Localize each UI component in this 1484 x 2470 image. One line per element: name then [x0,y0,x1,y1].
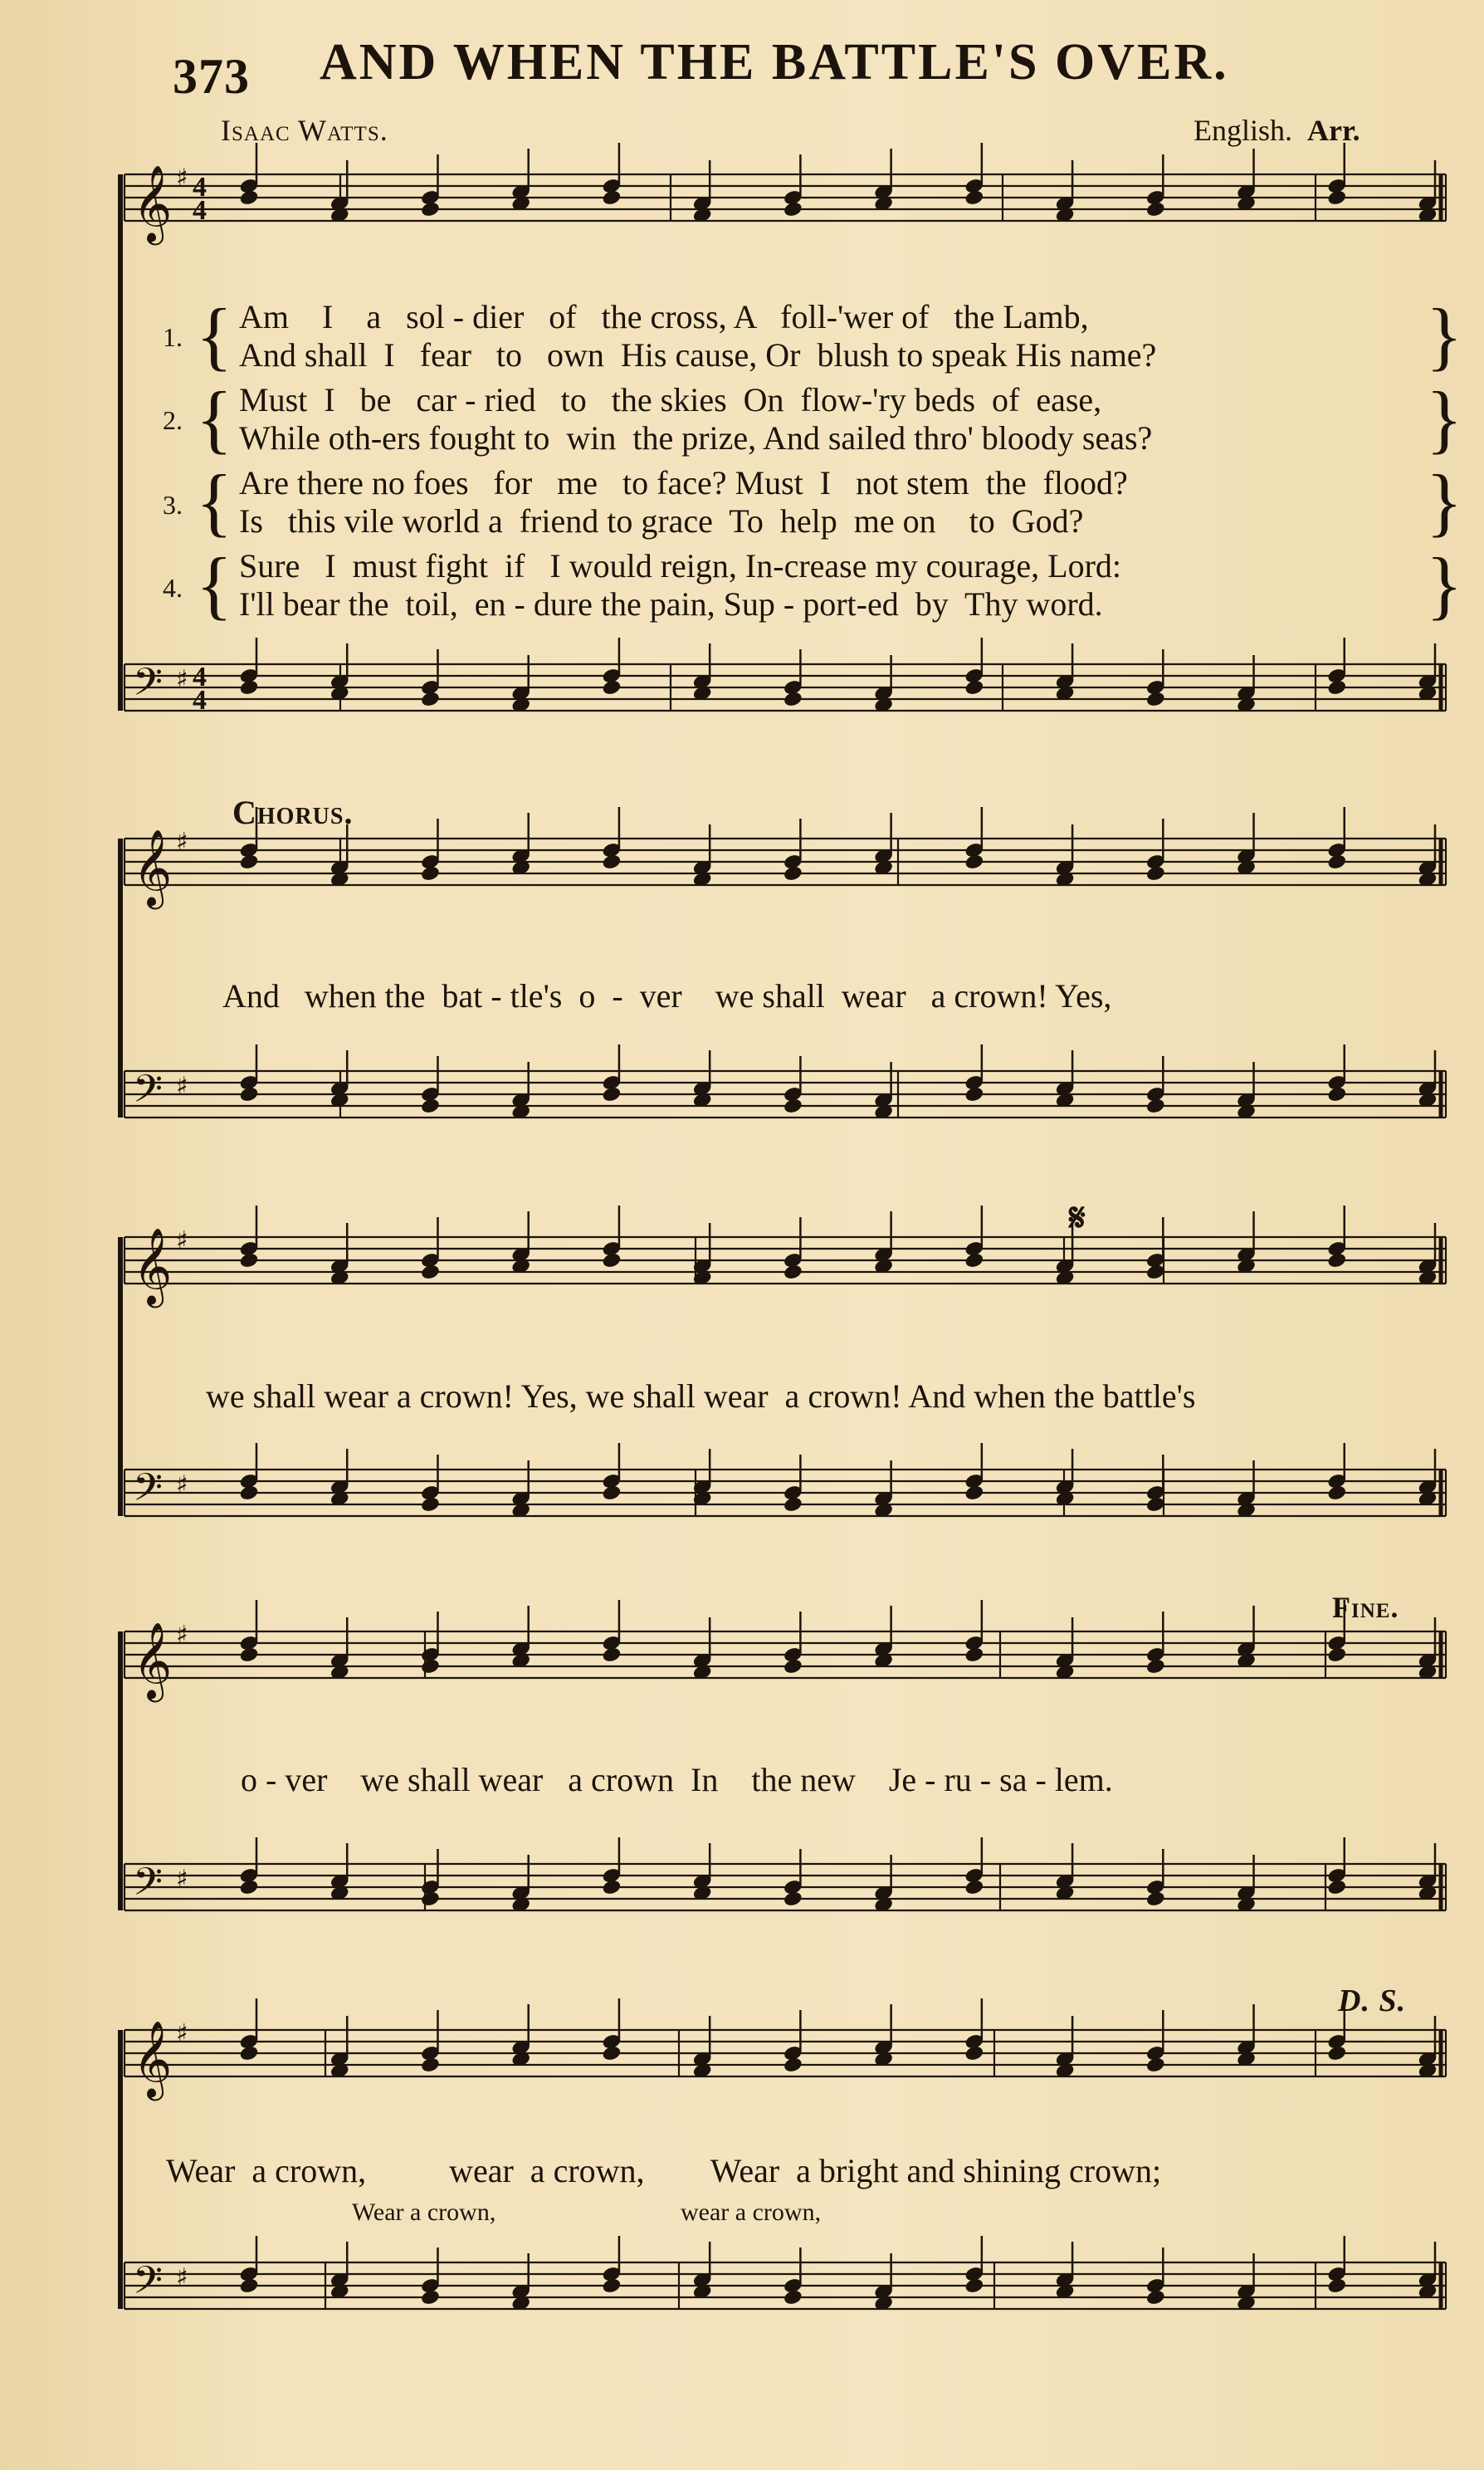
notehead [964,2045,984,2062]
notehead [1146,2289,1166,2306]
treble-clef-icon: 𝄞 [133,164,173,242]
sharp-icon: ♯ [176,2263,188,2292]
notehead [421,1098,441,1114]
notehead [602,2045,622,2062]
bass-clef-icon: 𝄢 [133,660,164,714]
notehead [602,1252,622,1269]
notehead [239,2277,259,2294]
notehead [1146,1496,1166,1513]
chorus-line-2: we shall wear a crown! Yes, we shall wear a crown! And when the battle's [206,1377,1196,1415]
verse-1-line-1: Am I a sol - dier of the cross, A foll-'wer of the Lamb, [239,298,1089,335]
notehead [964,189,984,206]
verse-3-line-1: Are there no foes for me to face? Must I not stem the flood? [239,464,1128,501]
notehead [964,679,984,696]
verse-2-line-1: Must I be car - ried to the skies On flow-'ry beds of ease, [239,381,1102,418]
chorus-line-3: o - ver we shall wear a crown In the new Je - ru - sa - lem. [241,1761,1113,1798]
notehead [1327,2277,1347,2294]
notehead [421,2289,441,2306]
bass-clef-icon: 𝄢 [133,1067,164,1121]
bass-clef-icon: 𝄢 [133,1465,164,1519]
sharp-icon: ♯ [176,2019,188,2048]
ds-label: D. S. [1338,1983,1407,2018]
notehead [1327,853,1347,870]
sharp-icon: ♯ [176,665,188,694]
notehead [1146,201,1166,218]
sharp-icon: ♯ [176,1226,188,1255]
notehead [421,865,441,882]
arrangement-label: Arr. [1307,114,1360,147]
notehead [1327,1646,1347,1663]
notehead [1146,1658,1166,1675]
notehead [421,691,441,707]
arrangement-source: English. [1194,114,1293,147]
time-signature: 4 [193,685,207,716]
notehead [239,189,259,206]
verse-number: 4. [163,573,183,603]
segno-sign: 𝄋 [1069,1196,1086,1239]
notehead [1146,865,1166,882]
hymn-number: 373 [173,49,250,104]
notehead [783,865,803,882]
bass-echo-2: wear a crown, [681,2199,822,2226]
notehead [421,1890,441,1907]
notehead [1327,1252,1347,1269]
verse-1-line-2: And shall I fear to own His cause, Or blush to speak His name? [239,336,1157,374]
notehead [1327,679,1347,696]
verse-brace-left: { [196,459,233,544]
notehead [964,1086,984,1103]
verse-brace-right: } [1426,293,1463,378]
verse-number: 3. [163,490,183,520]
time-signature: 4 [193,662,207,692]
notehead [1146,1098,1166,1114]
notehead [1327,1484,1347,1501]
fine-label: Fine. [1332,1591,1399,1624]
verse-2-line-2: While oth-ers fought to win the prize, And sailed thro' bloody seas? [239,419,1153,457]
notehead [964,1879,984,1895]
notehead [239,679,259,696]
verse-4-line-1: Sure I must fight if I would reign, In-crease my courage, Lord: [239,547,1122,584]
notehead [239,1879,259,1895]
time-signature: 4 [193,172,207,203]
sharp-icon: ♯ [176,1621,188,1650]
notehead [421,2057,441,2073]
notehead [783,1658,803,1675]
notehead [1146,2057,1166,2073]
notehead [239,853,259,870]
treble-clef-icon: 𝄞 [133,1621,173,1699]
verse-3-line-2: Is this vile world a friend to grace To help me on to God? [239,502,1084,540]
verse-number: 2. [163,405,183,435]
notehead [783,1890,803,1907]
notehead [602,1086,622,1103]
sharp-icon: ♯ [176,1072,188,1101]
notehead [1146,691,1166,707]
notehead [421,1264,441,1280]
notehead [602,1484,622,1501]
chorus-line-4: Wear a crown, wear a crown, Wear a bright and shining crown; [166,2152,1162,2189]
time-signature: 4 [193,195,207,226]
notehead [783,2289,803,2306]
notehead [602,189,622,206]
verse-number: 1. [163,322,183,352]
chorus-line-1: And when the bat - tle's o - ver we shall wear a crown! Yes, [222,977,1112,1015]
notehead [421,1658,441,1675]
notehead [783,201,803,218]
notehead [964,853,984,870]
verse-brace-left: { [196,542,233,627]
author-credit: Isaac Watts. [221,114,388,147]
hymn-title: AND WHEN THE BATTLE'S OVER. [320,34,1229,90]
bass-echo-1: Wear a crown, [352,2199,496,2226]
sharp-icon: ♯ [176,828,188,857]
sharp-icon: ♯ [176,164,188,193]
notehead [602,1646,622,1663]
notehead [239,1484,259,1501]
notehead [783,2057,803,2073]
notehead [239,1252,259,1269]
notehead [1327,2045,1347,2062]
notehead [964,2277,984,2294]
verse-brace-left: { [196,293,233,378]
notehead [783,1264,803,1280]
treble-clef-icon: 𝄞 [133,1227,173,1304]
sharp-icon: ♯ [176,1470,188,1499]
notehead [602,853,622,870]
notehead [421,1496,441,1513]
chorus-label: Chorus. [232,794,354,831]
notehead [602,679,622,696]
notehead [1327,189,1347,206]
notehead [1327,1086,1347,1103]
notehead [964,1646,984,1663]
notehead [1327,1879,1347,1895]
bass-clef-icon: 𝄢 [133,1860,164,1914]
verse-brace-right: } [1426,376,1463,461]
notehead [239,1646,259,1663]
notehead [602,1879,622,1895]
notehead [602,2277,622,2294]
notehead [964,1252,984,1269]
notehead [239,2045,259,2062]
notehead [783,691,803,707]
bass-clef-icon: 𝄢 [133,2258,164,2312]
notehead [783,1098,803,1114]
notehead [964,1484,984,1501]
verse-brace-left: { [196,376,233,461]
notehead [1146,1264,1166,1280]
treble-clef-icon: 𝄞 [133,829,173,906]
verse-4-line-2: I'll bear the toil, en - dure the pain, Sup - port-ed by Thy word. [239,585,1103,623]
notehead [239,1086,259,1103]
verse-brace-right: } [1426,459,1463,544]
notehead [783,1496,803,1513]
treble-clef-icon: 𝄞 [133,2020,173,2097]
sharp-icon: ♯ [176,1865,188,1894]
notehead [1146,1890,1166,1907]
verse-brace-right: } [1426,542,1463,627]
notehead [421,201,441,218]
